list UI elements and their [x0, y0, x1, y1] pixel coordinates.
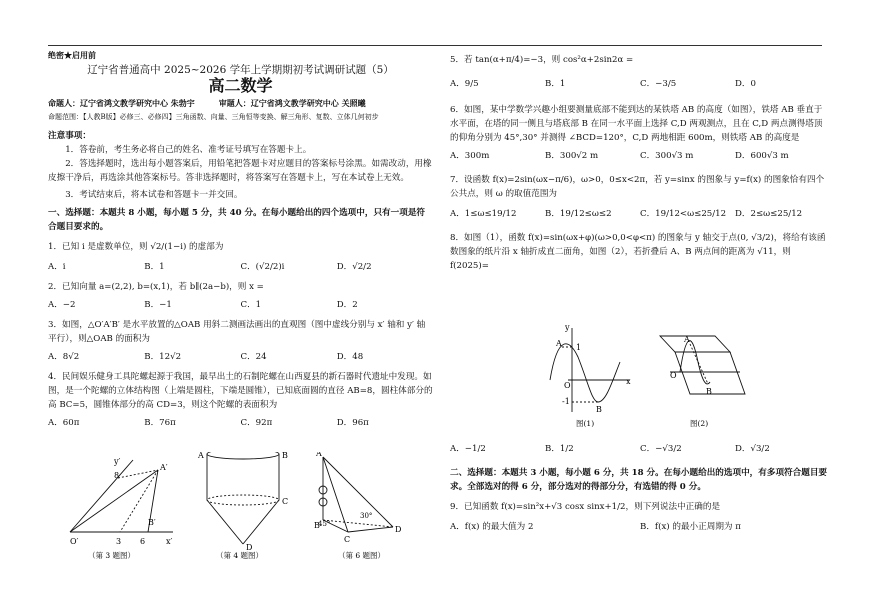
- option-b[interactable]: B．1: [545, 79, 566, 89]
- question-7: [450, 173, 830, 221]
- fig8-o-label: O: [564, 381, 571, 390]
- mid-ellipse: [207, 495, 279, 505]
- cone-right: [243, 500, 279, 544]
- figure-4: [207, 452, 279, 544]
- option-a[interactable]: A．i: [48, 262, 66, 272]
- scope-line: 命题范围：【人教B版】必修三、必修四】三角函数、向量、三角恒等变换、解三角形、复数、立体几何初步: [48, 113, 379, 121]
- question-6-stem: 6．如图，某中学数学兴趣小组要测量底部不能到达的某铁塔 AB 的高度（如图），铁塔 AB 垂直于水平面，在塔的同一侧且与塔底部 B 在同一水平面上选择 C,D 两观测点，且在 C,D 两点测得塔顶的仰角分别为 45°,30° 并测得 ∠BCD=120°，C,D 两地相距 600m，则铁塔 AB 的高度是: [450, 105, 823, 143]
- notice-item-2: 2．答选择题时，选出每小题答案后，用铅笔把答题卡对应题目的答案标号涂黑。如需改动，用橡皮擦干净后，再选涂其他答案标号。答非选择题时，将答案写在答题卡上，写在本试卷上无效。: [48, 159, 432, 183]
- question-8-stem: 8．如图（1），函数 f(x)=sin(ωx+φ)(ω>0,0<φ<π) 的图象与 y 轴交于点(0, √3/2)，将给有该函数图象的纸片沿 x 轴折成直二面角，如图（2），若折叠后 A、B 两点间的距离为 √11，则 f(2025)=: [450, 233, 826, 271]
- section-2-title: 二、选择题：本题共 3 小题，每小题 6 分，共 18 分。在每小题给出的选项中，有多项符合题目要求。全部选对的得 6 分，部分选对的得部分分，有选错的得 0 分。: [450, 468, 828, 492]
- question-9-options: [450, 520, 830, 534]
- question-8-figures: [540, 322, 780, 432]
- fig6-a-label: A: [316, 452, 322, 458]
- exam-title: 辽宁省普通高中 2025~2026 学年上学期期初考试调研试题（5）: [87, 64, 394, 76]
- fig8b-o-label: O: [670, 371, 677, 380]
- option-b[interactable]: B．12√2: [144, 352, 182, 362]
- option-d[interactable]: D．600√3 m: [735, 151, 789, 161]
- question-8: [450, 231, 830, 273]
- fig6-d-label: D: [395, 525, 402, 534]
- base-bd: [323, 520, 393, 527]
- figure-3: [70, 460, 173, 532]
- option-b[interactable]: B．f(x) 的最小正周期为 π: [640, 522, 741, 532]
- top-ellipse: [207, 452, 279, 459]
- question-9: [450, 500, 830, 534]
- question-5-stem: 5．若 tan(α+π/4)=−3，则 cos²α+2sin2α =: [450, 55, 634, 65]
- fig6-angle-45: 45°: [318, 520, 331, 528]
- notice-item-1: 1．答卷前，考生务必将自己的姓名、准考证号填写在答题卡上。: [65, 145, 312, 155]
- ab-distance: [690, 344, 708, 384]
- fig8b-a-label: A: [684, 335, 690, 344]
- fig4-a-label: A: [198, 452, 204, 460]
- option-b[interactable]: B．1/2: [545, 444, 574, 454]
- fig8-x-label: x: [626, 377, 631, 386]
- fig6-caption: （第 6 题图）: [338, 551, 386, 560]
- question-1: [48, 240, 433, 274]
- section-1-title: 一、选择题：本题共 8 小题，每小题 5 分，共 40 分。在每小题给出的四个选项中，只有一项是符合题目要求的。: [48, 208, 426, 232]
- question-6: [450, 103, 830, 163]
- option-d[interactable]: D．2: [336, 300, 358, 310]
- fig3-caption: （第 3 题图）: [88, 551, 136, 560]
- question-4: [48, 370, 433, 430]
- option-a[interactable]: A．9/5: [450, 79, 479, 89]
- question-2: [48, 280, 433, 312]
- fig8-1-caption: 图(1): [576, 419, 595, 428]
- option-a[interactable]: A．1≤ω≤19/12: [450, 209, 517, 219]
- option-c[interactable]: C．300√3 m: [640, 151, 694, 161]
- fig4-d-label: D: [246, 543, 253, 552]
- option-b[interactable]: B．19/12≤ω≤2: [545, 209, 612, 219]
- question-7-options: [450, 207, 830, 221]
- question-3-stem: 3．如图，△O′A′B′ 是水平放置的△OAB 用斜二测画法画出的直观图（图中虚线分别与 x′ 轴和 y′ 轴平行），则△OAB 的面积为: [48, 320, 426, 344]
- left-column: [48, 48, 433, 430]
- option-c[interactable]: C．(√2/2)i: [240, 262, 285, 272]
- option-d[interactable]: D．96π: [336, 418, 369, 428]
- option-b[interactable]: B．1: [144, 262, 165, 272]
- figure-8-2: [660, 336, 745, 394]
- cone-left: [207, 500, 243, 544]
- notice-item-3: 3．考试结束后，将本试卷和答题卡一并交回。: [65, 190, 243, 200]
- option-c[interactable]: C．24: [240, 352, 267, 362]
- fig8b-b-label: B: [706, 387, 712, 396]
- sine-curve: [550, 344, 620, 402]
- fig3-a-label: A′: [160, 463, 168, 472]
- option-d[interactable]: D．√3/2: [735, 444, 770, 454]
- option-a[interactable]: A．60π: [48, 418, 80, 428]
- fig3-n8: 8: [114, 471, 120, 480]
- fig4-caption: （第 4 题图）: [216, 551, 264, 560]
- right-column: [450, 53, 830, 273]
- secret-label: 绝密★启用前: [48, 50, 96, 60]
- fig3-b-label: B′: [148, 518, 156, 527]
- question-4-options: [48, 416, 433, 430]
- question-1-options: [48, 260, 433, 274]
- right-column-bottom: [450, 442, 830, 534]
- fig8-a-label: A: [556, 339, 562, 348]
- question-5: [450, 53, 830, 91]
- fig3-o-label: O′: [70, 537, 79, 546]
- option-a[interactable]: A．−2: [48, 300, 76, 310]
- fig3-n6: 6: [140, 537, 146, 546]
- question-6-options: [450, 149, 830, 163]
- fig8-b-label: B: [596, 405, 602, 414]
- fig3-n3: 3: [116, 537, 122, 546]
- fig6-b-label: B: [314, 521, 320, 530]
- option-a[interactable]: A．−1/2: [450, 444, 486, 454]
- fig8-neg1-label: -1: [562, 397, 570, 406]
- base-cd: [348, 527, 393, 532]
- option-a[interactable]: A．8√2: [48, 352, 80, 362]
- question-4-stem: 4．民间娱乐健身工具陀螺起源于我国，最早出土的石制陀螺在山西夏县的新石器时代遗址中发现。如图，是一个陀螺的立体结构图（上端是圆柱，下端是圆锥），已知底面圆的直径 AB=8，圆柱体部分的高 BC=5，圆锥体部分的高 CD=3，则这个陀螺的表面积为: [48, 372, 433, 410]
- top-rule: [48, 45, 822, 46]
- option-b[interactable]: B．300√2 m: [545, 151, 599, 161]
- subject-title: 高二数学: [208, 76, 273, 95]
- option-d[interactable]: D．√2/2: [336, 262, 372, 272]
- option-c[interactable]: C．−√3/2: [640, 444, 682, 454]
- question-7-stem: 7．设函数 f(x)=2sin(ωx−π/6)，ω>0，0≤x<2π，若 y=sinx 的图象与 y=f(x) 的图象恰有四个公共点，则 ω 的取值范围为: [450, 175, 825, 199]
- question-2-options: [48, 298, 433, 312]
- option-c[interactable]: C．−3/5: [640, 79, 677, 89]
- option-a[interactable]: A．300m: [450, 151, 490, 161]
- authors-line: 命题人：辽宁省鸿文教学研究中心 朱勃宇 审题人：辽宁省鸿文教学研究中心 关照曦: [48, 98, 366, 108]
- fig8-y-label: y: [565, 323, 570, 332]
- y-axis: [70, 460, 133, 532]
- question-3-options: [48, 350, 433, 364]
- fig6-angle-30: 30°: [360, 512, 373, 520]
- question-3: [48, 318, 433, 364]
- fig4-c-label: C: [282, 497, 289, 506]
- fig8-one-label: 1: [576, 343, 582, 352]
- left-figures: [48, 452, 433, 564]
- question-9-stem: 9．已知函数 f(x)=sin²x+√3 cosx sinx+1/2，则下列说法中正确的是: [450, 502, 721, 512]
- fig3-x-label: x′: [166, 537, 173, 546]
- option-b[interactable]: B．−1: [144, 300, 172, 310]
- option-b[interactable]: B．76π: [144, 418, 176, 428]
- notice-title: 注意事项：: [48, 131, 91, 141]
- option-c[interactable]: C．1: [240, 300, 262, 310]
- question-2-stem: 2．已知向量 a=(2,2), b=(x,1)，若 b∥(2a−b)，则 x =: [48, 282, 264, 292]
- option-d[interactable]: D．0: [735, 79, 756, 89]
- fig3-y-label: y′: [114, 457, 121, 466]
- question-8-options: [450, 442, 830, 456]
- fig4-b-label: B: [282, 452, 288, 460]
- option-c[interactable]: C．92π: [240, 418, 273, 428]
- option-a[interactable]: A．f(x) 的最大值为 2: [450, 522, 534, 532]
- fig6-c-label: C: [344, 535, 351, 544]
- option-d[interactable]: D．48: [336, 352, 364, 362]
- question-5-options: [450, 77, 830, 91]
- question-1-stem: 1．已知 i 是虚数单位，则 √2/(1−i) 的虚部为: [48, 242, 224, 252]
- fig8-2-caption: 图(2): [690, 419, 709, 428]
- option-c[interactable]: C．19/12<ω≤25/12: [640, 209, 727, 219]
- line-ad: [323, 457, 393, 527]
- option-d[interactable]: D．2≤ω≤25/12: [735, 209, 803, 219]
